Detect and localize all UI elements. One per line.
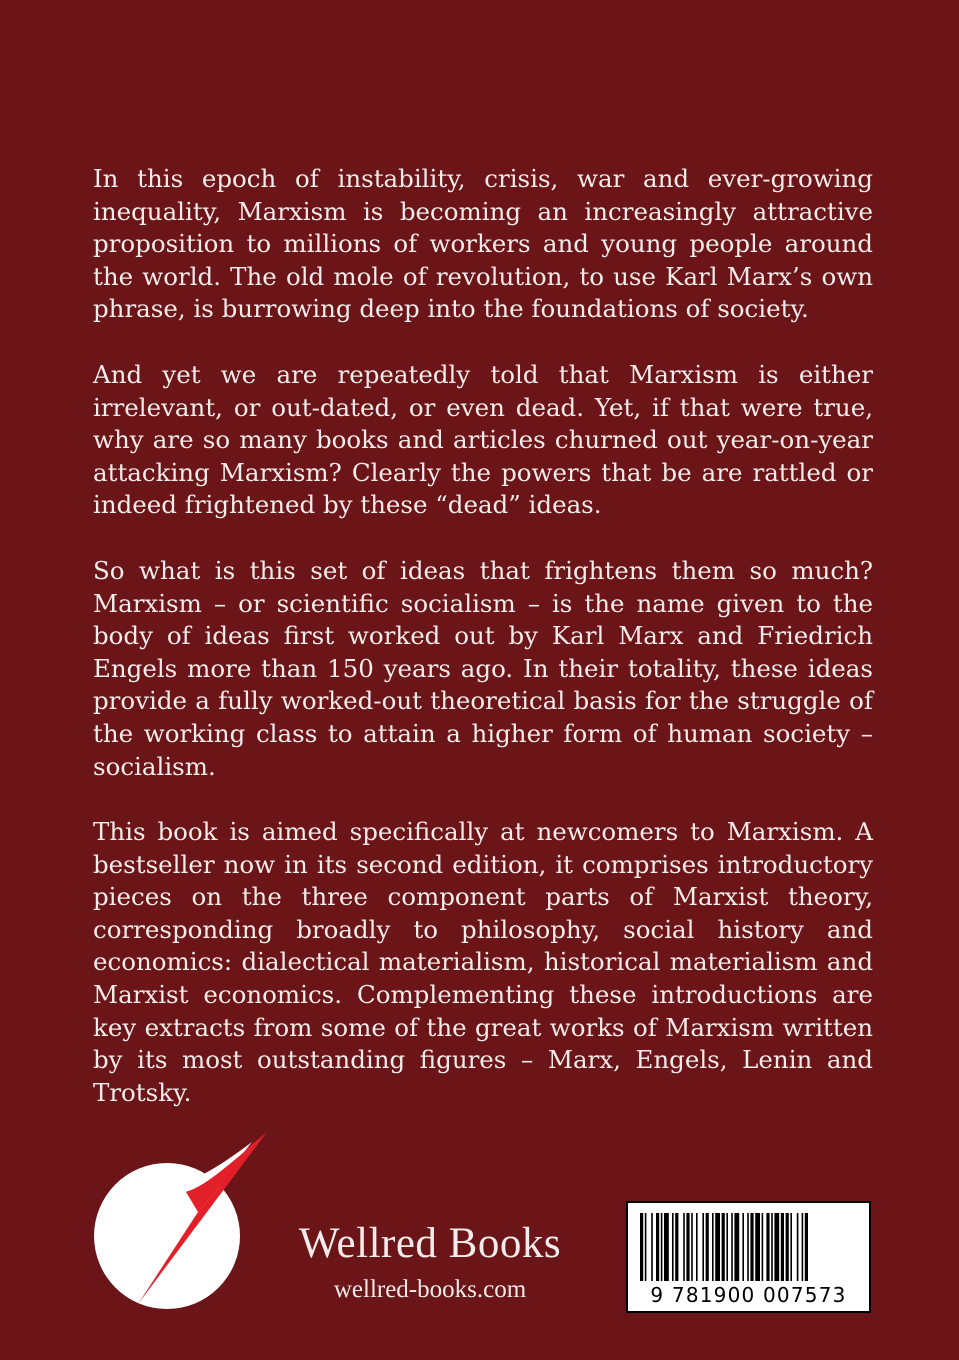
barcode-bar <box>691 1213 693 1281</box>
barcode-bar <box>774 1213 779 1281</box>
barcode-bars <box>640 1213 857 1281</box>
barcode-bar <box>640 1213 643 1281</box>
blurb-paragraph-1: In this epoch of instability, crisis, war and ever-growing inequality, Marxism is becoming an increasingly attractive proposition to millions of workers and young people around the world. The old mole of revolution, to use Karl Marx’s own phrase, is burrowing deep into the foundations of society. <box>93 164 873 324</box>
back-cover-blurb <box>93 163 873 1142</box>
barcode-bar <box>726 1213 728 1281</box>
barcode-bar <box>742 1213 744 1281</box>
barcode-bar <box>750 1213 753 1281</box>
barcode-bar <box>747 1213 749 1281</box>
publisher-url: wellred-books.com <box>333 1276 527 1303</box>
barcode-bar <box>790 1213 792 1281</box>
barcode-bar <box>712 1213 714 1281</box>
wellred-logo-icon <box>92 1128 272 1313</box>
barcode-bar <box>734 1213 739 1281</box>
barcode-bar <box>686 1213 689 1281</box>
barcode-bar <box>651 1213 653 1281</box>
barcode-bar <box>702 1213 704 1281</box>
barcode-bar <box>797 1213 799 1281</box>
barcode-bar <box>722 1213 725 1281</box>
barcode-bar <box>675 1213 678 1281</box>
publisher-name: Wellred Books <box>298 1220 562 1267</box>
barcode-bar <box>661 1213 663 1281</box>
barcode-digits: 9 781900 007573 <box>628 1283 869 1307</box>
barcode-bar <box>664 1213 669 1281</box>
barcode-bar <box>781 1213 784 1281</box>
barcode-bar <box>802 1213 804 1281</box>
barcode-bar <box>805 1213 808 1281</box>
publisher-block <box>270 1217 590 1309</box>
barcode-bar <box>715 1213 720 1281</box>
blurb-paragraph-3: So what is this set of ideas that frightens them so much? Marxism – or scientific socialism – is the name given to the body of ideas first worked out by Karl Marx and Friedrich Engels more than 150 years ago. In their totality, these ideas provide a fully worked-out theoretical basis for the struggle of the working class to attain a higher form of human society – socialism. <box>93 555 873 781</box>
barcode-bar <box>731 1213 733 1281</box>
isbn-barcode <box>626 1201 871 1313</box>
barcode-bar <box>656 1213 659 1281</box>
barcode-bar <box>706 1213 709 1281</box>
barcode-bar <box>755 1213 760 1281</box>
barcode-bar <box>762 1213 764 1281</box>
barcode-bar <box>645 1213 647 1281</box>
barcode-bar <box>696 1213 698 1281</box>
blurb-paragraph-4: This book is aimed specifically at newcomers to Marxism. A bestseller now in its second edition, it comprises introductory pieces on the three component parts of Marxist theory, corresponding broadly to philosophy, social history and economics: dialectical materialism, historical materialism and Marxist economics. Complementing these introductions are key extracts from some of the great works of Marxism written by its most outstanding figures – Marx, Engels, Lenin and Trotsky. <box>93 817 873 1107</box>
barcode-bar <box>672 1213 674 1281</box>
barcode-bar <box>771 1213 773 1281</box>
barcode-bar <box>786 1213 789 1281</box>
barcode-bar <box>766 1213 769 1281</box>
barcode-bar <box>683 1213 685 1281</box>
blurb-paragraph-2: And yet we are repeatedly told that Marxism is either irrelevant, or out-dated, or even dead. Yet, if that were true, why are so many books and articles churned out year-on-year attacking Marxism? Clearly the powers that be are rattled or indeed frightened by these “dead” ideas. <box>93 359 873 520</box>
